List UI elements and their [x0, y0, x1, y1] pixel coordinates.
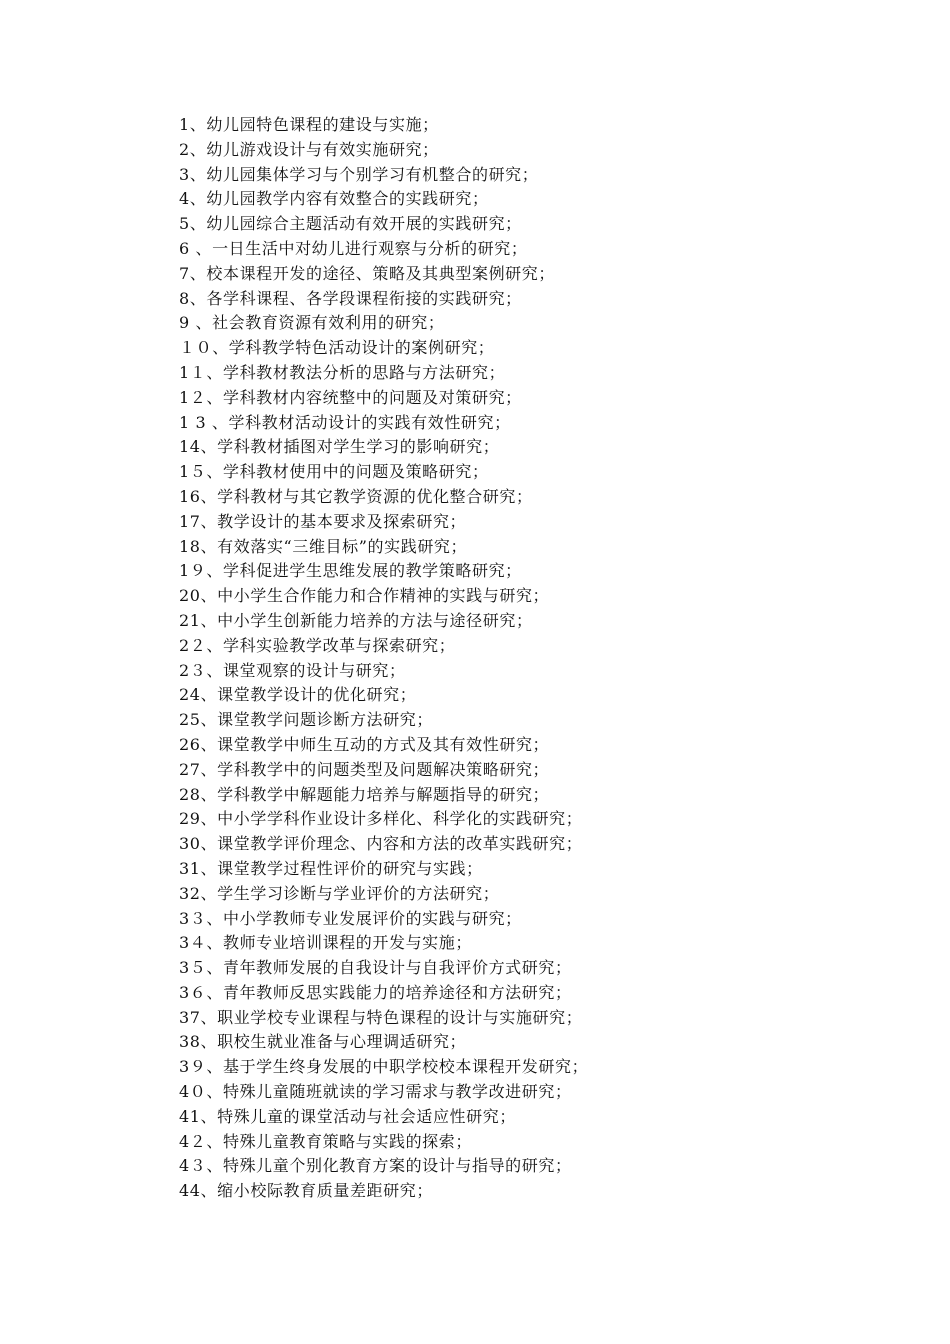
list-item: 9 、社会教育资源有效利用的研究； — [179, 313, 445, 333]
list-item: 17、教学设计的基本要求及探索研究； — [179, 511, 467, 531]
list-item: 2、幼儿游戏设计与有效实施研究； — [179, 139, 439, 159]
list-item: 1２、学科教材内容统整中的问题及对策研究； — [179, 387, 522, 407]
list-item: 37、职业学校专业课程与特色课程的设计与实施研究； — [179, 1007, 583, 1027]
list-item: 14、学科教材插图对学生学习的影响研究； — [179, 437, 500, 457]
list-item: 31、课堂教学过程性评价的研究与实践； — [179, 858, 483, 878]
list-item: 6 、一日生活中对幼儿进行观察与分析的研究； — [179, 238, 528, 258]
list-item: 30、课堂教学评价理念、内容和方法的改革实践研究； — [179, 834, 583, 854]
list-item: 4、幼儿园教学内容有效整合的实践研究； — [179, 189, 489, 209]
list-item: 32、学生学习诊断与学业评价的方法研究； — [179, 883, 500, 903]
list-item: 21、中小学生创新能力培养的方法与途径研究； — [179, 610, 533, 630]
list-item: 1１、学科教材教法分析的思路与方法研究； — [179, 362, 506, 382]
list-item: 3４、教师专业培训课程的开发与实施； — [179, 933, 472, 953]
list-item: 2３、课堂观察的设计与研究； — [179, 660, 406, 680]
list-item: 26、课堂教学中师生互动的方式及其有效性研究； — [179, 734, 550, 754]
list-item: 1、幼儿园特色课程的建设与实施； — [179, 115, 439, 134]
list-item: 2２、学科实验教学改革与探索研究； — [179, 635, 456, 655]
research-topic-list — [179, 113, 879, 1204]
list-item: 25、课堂教学问题诊断方法研究； — [179, 710, 433, 730]
list-item: 24、课堂教学设计的优化研究； — [179, 685, 417, 705]
list-item: 5、幼儿园综合主题活动有效开展的实践研究； — [179, 214, 522, 234]
list-item: 20、中小学生合作能力和合作精神的实践与研究； — [179, 586, 550, 606]
list-item: 38、职校生就业准备与心理调适研究； — [179, 1032, 467, 1052]
list-item: 29、中小学学科作业设计多样化、科学化的实践研究； — [179, 809, 583, 829]
list-item: 3９、基于学生终身发展的中职学校校本课程开发研究； — [179, 1057, 589, 1077]
list-item: 4３、特殊儿童个别化教育方案的设计与指导的研究； — [179, 1156, 572, 1176]
list-item: 41、特殊儿童的课堂活动与社会适应性研究； — [179, 1106, 516, 1126]
list-item: 7、校本课程开发的途径、策略及其典型案例研究； — [179, 263, 555, 283]
list-item: 27、学科教学中的问题类型及问题解决策略研究； — [179, 759, 550, 779]
list-item: 1 3 、学科教材活动设计的实践有效性研究； — [179, 412, 511, 432]
list-item: 16、学科教材与其它教学资源的优化整合研究； — [179, 486, 533, 506]
list-item: 8、各学科课程、各学段课程衔接的实践研究； — [179, 288, 522, 308]
list-item: 3５、青年教师发展的自我设计与自我评价方式研究； — [179, 958, 572, 978]
list-item: 18、有效落实“三维目标”的实践研究； — [179, 536, 468, 556]
list-item: 1９、学科促进学生思维发展的教学策略研究； — [179, 561, 522, 581]
list-item: 44、缩小校际教育质量差距研究； — [179, 1181, 433, 1201]
list-item: 3３、中小学教师专业发展评价的实践与研究； — [179, 908, 522, 928]
list-item: 4０、特殊儿童随班就读的学习需求与教学改进研究； — [179, 1082, 572, 1102]
list-item: 28、学科教学中解题能力培养与解题指导的研究； — [179, 784, 550, 804]
list-item: 3、幼儿园集体学习与个别学习有机整合的研究； — [179, 164, 539, 184]
list-item: １０、学科教学特色活动设计的案例研究； — [179, 338, 495, 358]
list-item: 3６、青年教师反思实践能力的培养途径和方法研究； — [179, 982, 572, 1002]
list-item: 1５、学科教材使用中的问题及策略研究； — [179, 462, 489, 482]
list-item: 4２、特殊儿童教育策略与实践的探索； — [179, 1131, 472, 1151]
